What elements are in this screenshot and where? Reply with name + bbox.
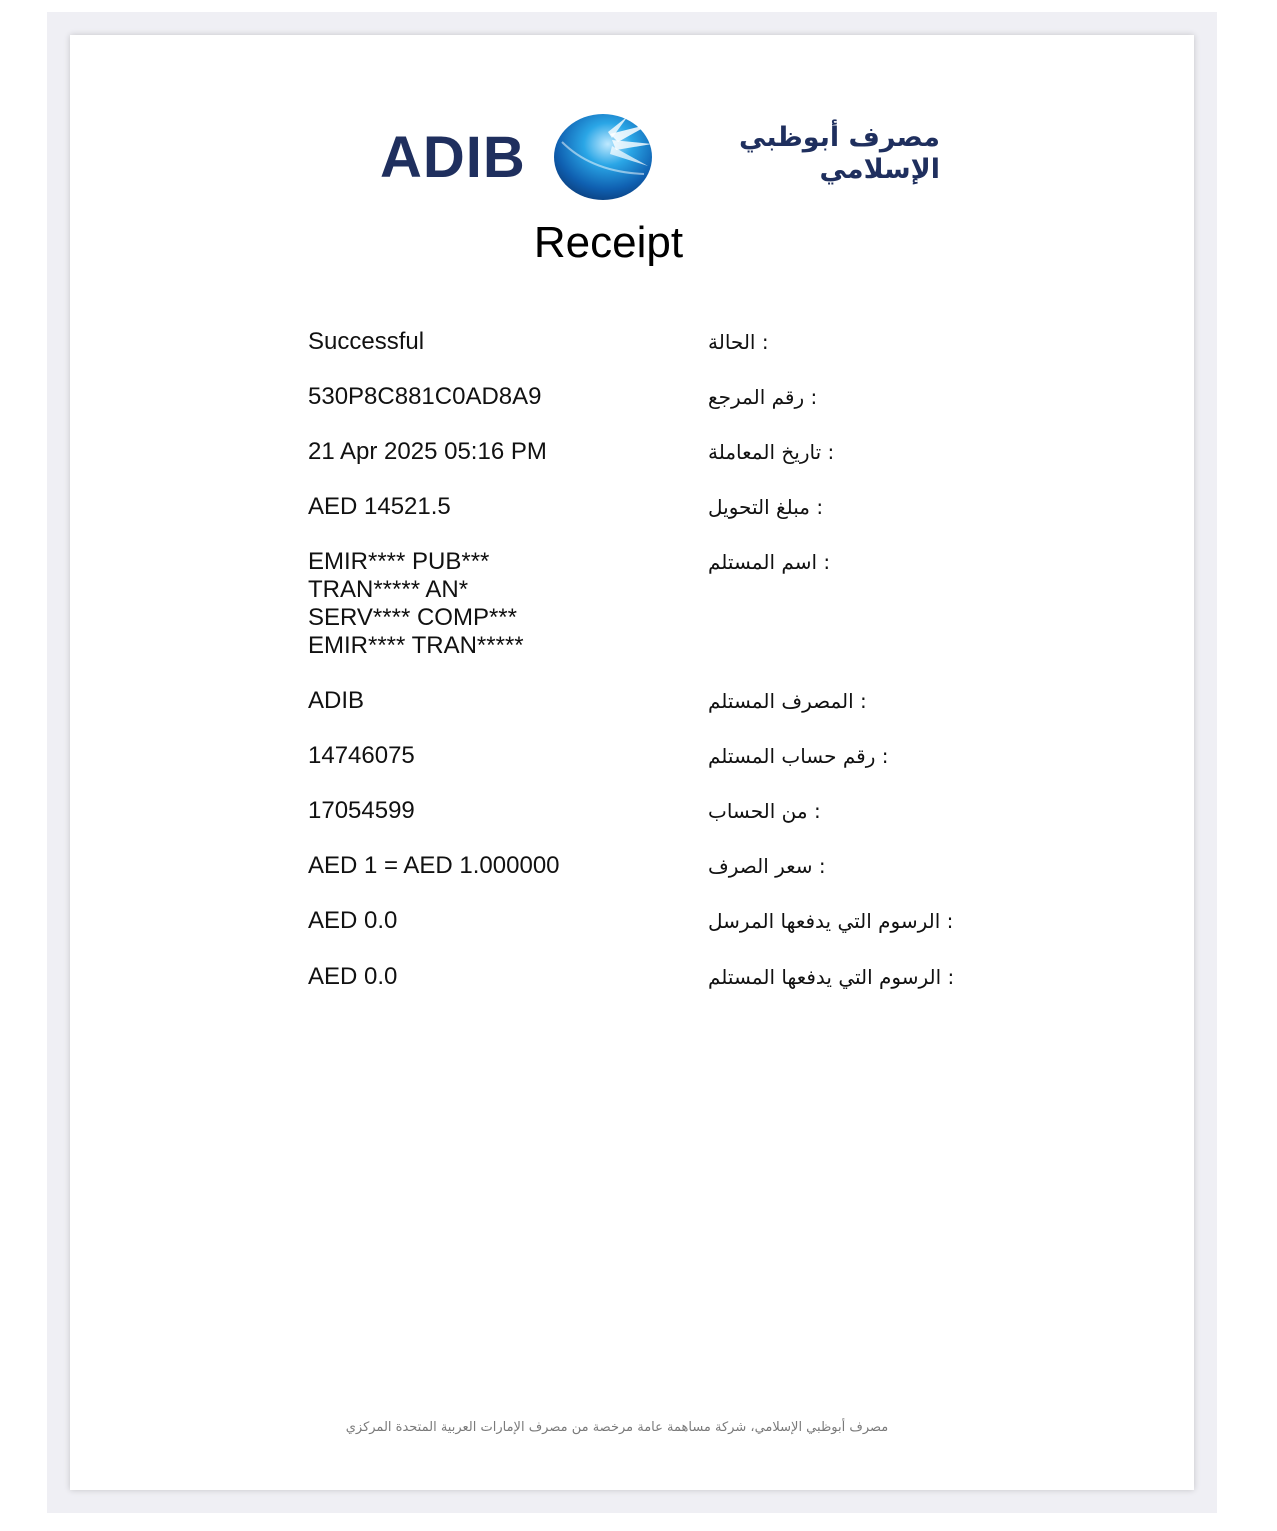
field-label-reference: : رقم المرجع xyxy=(708,385,818,409)
field-value-recipient-name: EMIR**** PUB*** TRAN***** AN* SERV**** COMP*** EMIR**** TRAN***** xyxy=(308,548,524,659)
field-label-recipient-bank: : المصرف المستلم xyxy=(708,689,867,713)
field-row-recipient-account xyxy=(308,742,968,782)
field-label-recipient-name: : اسم المستلم xyxy=(708,550,831,574)
field-value-date: 21 Apr 2025 05:16 PM xyxy=(308,438,547,465)
field-label-recipient-fees: : الرسوم التي يدفعها المستلم xyxy=(708,965,955,989)
logo-text-ar-line2: الإسلامي xyxy=(819,154,940,185)
field-value-reference: 530P8C881C0AD8A9 xyxy=(308,383,542,410)
field-value-recipient-account: 14746075 xyxy=(308,742,415,769)
field-row-date xyxy=(308,438,968,478)
field-label-exchange-rate: : سعر الصرف xyxy=(708,854,826,878)
globe-icon xyxy=(552,112,654,202)
field-value-from-account: 17054599 xyxy=(308,797,415,824)
field-value-recipient-bank: ADIB xyxy=(308,687,365,714)
field-row-status xyxy=(308,328,968,368)
field-value-exchange-rate: AED 1 = AED 1.000000 xyxy=(308,852,560,879)
field-row-exchange-rate xyxy=(308,852,968,892)
field-value-amount: AED 14521.5 xyxy=(308,493,451,520)
field-row-recipient-bank xyxy=(308,687,968,727)
logo-text-ar-line1: مصرف أبوظبي xyxy=(739,122,940,153)
field-value-recipient-fees: AED 0.0 xyxy=(308,963,398,990)
field-row-recipient-name xyxy=(308,548,968,663)
field-row-reference xyxy=(308,383,968,423)
adib-logo xyxy=(380,112,940,204)
field-label-amount: : مبلغ التحويل xyxy=(708,495,824,519)
receipt-title: Receipt xyxy=(533,218,684,267)
field-row-recipient-fees xyxy=(308,963,968,1003)
field-row-from-account xyxy=(308,797,968,837)
field-row-sender-fees xyxy=(308,907,968,947)
field-value-status: Successful xyxy=(308,328,425,355)
logo-text-ar xyxy=(670,122,940,186)
field-label-status: : الحالة xyxy=(708,330,769,354)
footer-disclaimer: مصرف أبوظبي الإسلامي، شركة مساهمة عامة مرخصة من مصرف الإمارات العربية المتحدة المركزي xyxy=(345,1420,889,1435)
field-label-date: : تاريخ المعاملة xyxy=(708,440,835,464)
field-label-recipient-account: : رقم حساب المستلم xyxy=(708,744,889,768)
field-value-sender-fees: AED 0.0 xyxy=(308,907,398,934)
field-row-amount xyxy=(308,493,968,533)
logo-text-en: ADIB xyxy=(380,125,526,190)
field-label-sender-fees: : الرسوم التي يدفعها المرسل xyxy=(708,909,954,933)
field-label-from-account: : من الحساب xyxy=(708,799,821,823)
